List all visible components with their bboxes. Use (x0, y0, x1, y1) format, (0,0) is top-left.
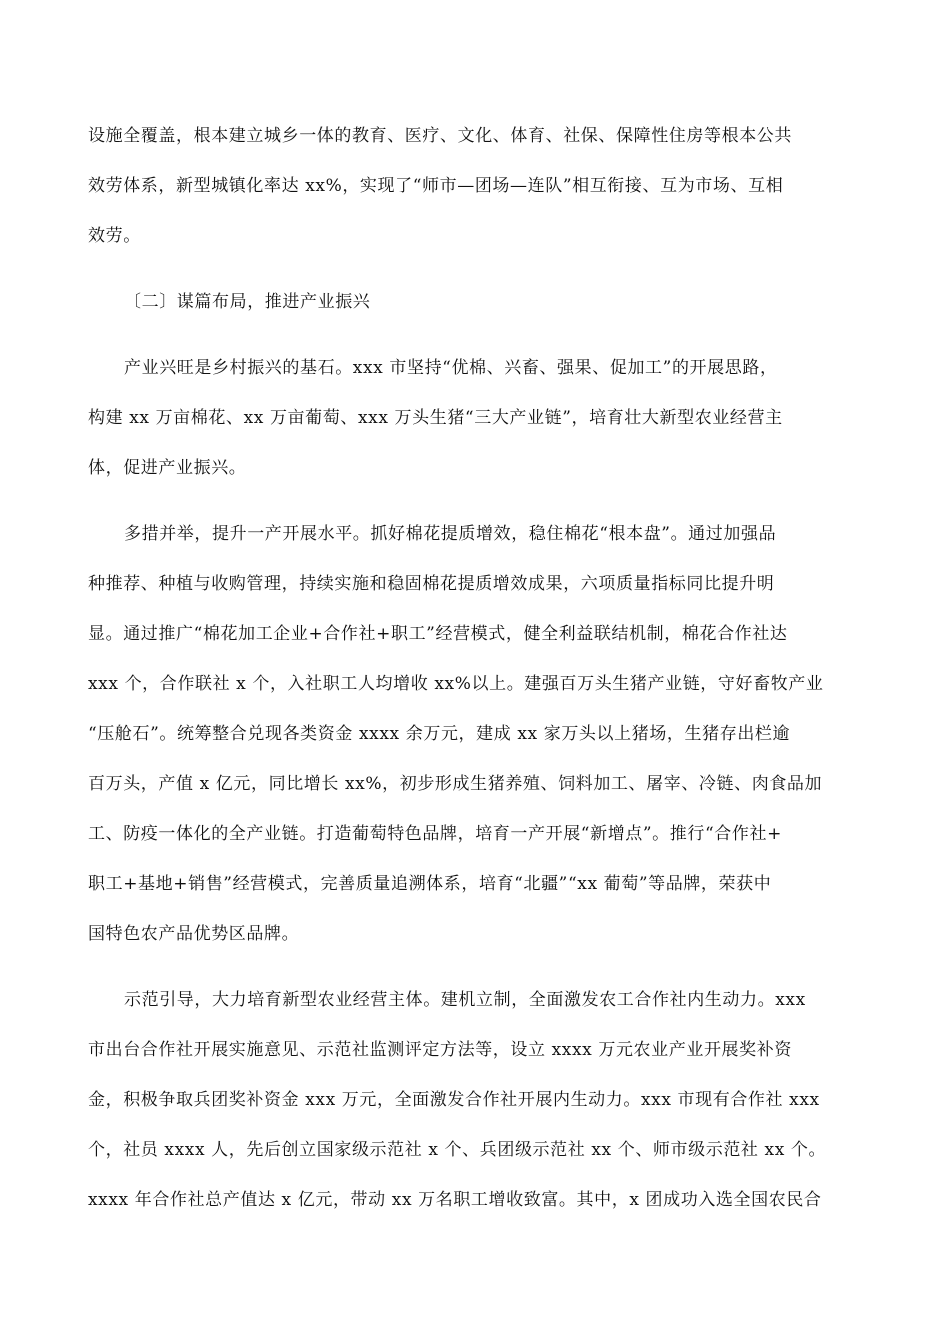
text-line: 市出台合作社开展实施意见、示范社监测评定方法等，设立 xxxx 万元农业产业开展奖补资 (88, 1040, 792, 1060)
text-line: 职工+基地+销售”经营模式，完善质量追溯体系，培育“北疆”“xx 葡萄”等品牌，荣获中 (88, 874, 772, 894)
text-line: 示范引导，大力培育新型农业经营主体。建机立制，全面激发农工合作社内生动力。xxx (124, 990, 806, 1010)
text-line: xxx 个，合作联社 x 个，入社职工人均增收 xx%以上。建强百万头生猪产业链，守好畜牧产业 (88, 674, 824, 694)
text-line: “压舱石”。统筹整合兑现各类资金 xxxx 余万元，建成 xx 家万头以上猪场，生猪存出栏逾 (88, 724, 791, 744)
text-line: 显。通过推广“棉花加工企业+合作社+职工”经营模式，健全利益联结机制，棉花合作社达 (88, 624, 788, 644)
text-line: 多措并举，提升一产开展水平。抓好棉花提质增效，稳住棉花“根本盘”。通过加强品 (124, 524, 777, 544)
text-line: xxxx 年合作社总产值达 x 亿元，带动 xx 万名职工增收致富。其中，x 团成功入选全国农民合 (88, 1190, 822, 1210)
text-line: 个，社员 xxxx 人，先后创立国家级示范社 x 个、兵团级示范社 xx 个、师市级示范社 xx 个。 (88, 1140, 827, 1160)
text-line: 百万头，产值 x 亿元，同比增长 xx%，初步形成生猪养殖、饲料加工、屠宰、冷链、肉食品加 (88, 774, 823, 794)
text-line: 产业兴旺是乡村振兴的基石。xxx 市坚持“优棉、兴畜、强果、促加工”的开展思路， (124, 358, 778, 378)
text-line: 效劳体系，新型城镇化率达 xx%，实现了“师市—团场—连队”相互衔接、互为市场、互相 (88, 176, 784, 196)
text-line: 工、防疫一体化的全产业链。打造葡萄特色品牌，培育一产开展“新增点”。推行“合作社+ (88, 824, 782, 844)
text-line: 效劳。 (88, 226, 141, 246)
section-heading: 〔二〕谋篇布局，推进产业振兴 (124, 292, 371, 312)
text-line: 金，积极争取兵团奖补资金 xxx 万元，全面激发合作社开展内生动力。xxx 市现有合作社 xxx (88, 1090, 820, 1110)
text-line: 体，促进产业振兴。 (88, 458, 247, 478)
text-line: 种推荐、种植与收购管理，持续实施和稳固棉花提质增效成果，六项质量指标同比提升明 (88, 574, 775, 594)
text-line: 设施全覆盖，根本建立城乡一体的教育、医疗、文化、体育、社保、保障性住房等根本公共 (88, 126, 792, 146)
text-line: 构建 xx 万亩棉花、xx 万亩葡萄、xxx 万头生猪“三大产业链”，培育壮大新型农业经营主 (88, 408, 783, 428)
text-line: 国特色农产品优势区品牌。 (88, 924, 300, 944)
